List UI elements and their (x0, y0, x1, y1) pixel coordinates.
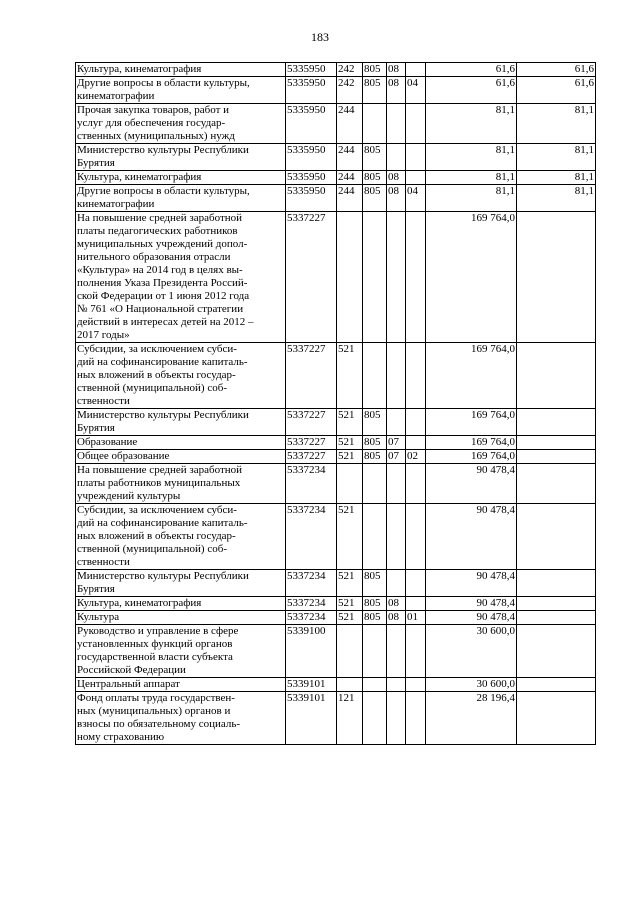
cell-subsection (406, 144, 426, 171)
cell-target-article: 5337234 (286, 597, 337, 611)
cell-name: Общее образование (76, 450, 286, 464)
table-row (76, 171, 596, 185)
cell-expense-type: 521 (337, 570, 363, 597)
cell-amount-1: 90 478,4 (426, 570, 517, 597)
table-row (76, 450, 596, 464)
cell-name: Руководство и управление в сфере установленных функций органов государственной власти субъекта Российской Федерации (76, 625, 286, 678)
cell-subsection (406, 570, 426, 597)
cell-target-article: 5337234 (286, 504, 337, 570)
cell-amount-2 (517, 409, 596, 436)
cell-section: 08 (387, 611, 406, 625)
cell-target-article: 5339100 (286, 625, 337, 678)
cell-amount-1: 61,6 (426, 77, 517, 104)
cell-admin-code (363, 678, 387, 692)
cell-target-article: 5335950 (286, 185, 337, 212)
cell-expense-type: 244 (337, 171, 363, 185)
cell-admin-code: 805 (363, 597, 387, 611)
cell-expense-type (337, 678, 363, 692)
cell-admin-code: 805 (363, 63, 387, 77)
cell-amount-1: 169 764,0 (426, 409, 517, 436)
cell-amount-1: 169 764,0 (426, 212, 517, 343)
cell-expense-type (337, 464, 363, 504)
cell-name: Другие вопросы в области культуры, кинематографии (76, 185, 286, 212)
cell-subsection (406, 63, 426, 77)
cell-amount-1: 30 600,0 (426, 678, 517, 692)
cell-expense-type: 521 (337, 597, 363, 611)
cell-expense-type: 521 (337, 409, 363, 436)
cell-expense-type: 244 (337, 104, 363, 144)
cell-expense-type: 244 (337, 185, 363, 212)
table-row (76, 343, 596, 409)
cell-amount-2 (517, 692, 596, 745)
cell-section (387, 343, 406, 409)
cell-target-article: 5335950 (286, 171, 337, 185)
cell-amount-1: 169 764,0 (426, 343, 517, 409)
table-row (76, 63, 596, 77)
cell-amount-2 (517, 504, 596, 570)
cell-amount-2 (517, 597, 596, 611)
cell-expense-type: 121 (337, 692, 363, 745)
cell-section (387, 464, 406, 504)
budget-table-body (76, 63, 596, 745)
cell-admin-code: 805 (363, 185, 387, 212)
cell-target-article: 5337227 (286, 436, 337, 450)
cell-section: 08 (387, 597, 406, 611)
cell-amount-1: 81,1 (426, 144, 517, 171)
cell-amount-2 (517, 570, 596, 597)
table-row (76, 212, 596, 343)
cell-expense-type: 242 (337, 63, 363, 77)
cell-expense-type: 242 (337, 77, 363, 104)
cell-amount-2 (517, 678, 596, 692)
table-row (76, 625, 596, 678)
cell-amount-2 (517, 212, 596, 343)
cell-admin-code (363, 104, 387, 144)
cell-subsection: 01 (406, 611, 426, 625)
cell-subsection (406, 678, 426, 692)
cell-target-article: 5335950 (286, 144, 337, 171)
cell-admin-code: 805 (363, 77, 387, 104)
table-row (76, 678, 596, 692)
cell-target-article: 5337234 (286, 570, 337, 597)
cell-expense-type: 521 (337, 611, 363, 625)
table-row (76, 104, 596, 144)
cell-amount-2 (517, 343, 596, 409)
table-row (76, 409, 596, 436)
cell-amount-1: 30 600,0 (426, 625, 517, 678)
cell-name: Образование (76, 436, 286, 450)
table-row (76, 144, 596, 171)
table-row (76, 185, 596, 212)
cell-name: Прочая закупка товаров, работ и услуг для обеспечения государ- ственных (муниципальных) нужд (76, 104, 286, 144)
cell-amount-1: 81,1 (426, 171, 517, 185)
cell-name: На повышение средней заработной платы педагогических работников муниципальных учреждений допол- нительного образования отрасли «Культура» на 2014 год в целях вы- полнения Указа Президента Россий- ской Федерации от 1 июня 2012 года № 761 «О Национальной стратегии действий в интересах детей на 2012 – 2017 годы» (76, 212, 286, 343)
cell-expense-type (337, 212, 363, 343)
cell-amount-2 (517, 611, 596, 625)
cell-target-article: 5335950 (286, 63, 337, 77)
table-row (76, 692, 596, 745)
cell-name: Центральный аппарат (76, 678, 286, 692)
cell-amount-1: 61,6 (426, 63, 517, 77)
cell-expense-type: 521 (337, 343, 363, 409)
cell-amount-2 (517, 436, 596, 450)
cell-amount-2: 61,6 (517, 63, 596, 77)
cell-amount-1: 169 764,0 (426, 436, 517, 450)
cell-name: Министерство культуры Республики Бурятия (76, 144, 286, 171)
cell-admin-code: 805 (363, 450, 387, 464)
cell-amount-2: 81,1 (517, 104, 596, 144)
cell-admin-code: 805 (363, 570, 387, 597)
page-number: 183 (311, 30, 329, 44)
cell-target-article: 5339101 (286, 678, 337, 692)
cell-amount-1: 169 764,0 (426, 450, 517, 464)
cell-name: Министерство культуры Республики Бурятия (76, 570, 286, 597)
cell-subsection (406, 625, 426, 678)
cell-name: Культура (76, 611, 286, 625)
cell-name: На повышение средней заработной платы работников муниципальных учреждений культуры (76, 464, 286, 504)
cell-amount-2: 81,1 (517, 171, 596, 185)
budget-table (75, 62, 596, 745)
cell-section (387, 504, 406, 570)
cell-subsection (406, 464, 426, 504)
cell-amount-1: 90 478,4 (426, 611, 517, 625)
cell-amount-1: 28 196,4 (426, 692, 517, 745)
cell-amount-2: 81,1 (517, 144, 596, 171)
cell-name: Культура, кинематография (76, 597, 286, 611)
cell-expense-type: 521 (337, 504, 363, 570)
cell-amount-2: 61,6 (517, 77, 596, 104)
cell-section: 07 (387, 436, 406, 450)
cell-amount-1: 90 478,4 (426, 597, 517, 611)
cell-section (387, 692, 406, 745)
table-row (76, 611, 596, 625)
cell-target-article: 5335950 (286, 104, 337, 144)
cell-name: Министерство культуры Республики Бурятия (76, 409, 286, 436)
table-row (76, 597, 596, 611)
cell-name: Фонд оплаты труда государствен- ных (муниципальных) органов и взносы по обязательному социаль- ному страхованию (76, 692, 286, 745)
cell-target-article: 5337234 (286, 464, 337, 504)
cell-admin-code (363, 692, 387, 745)
cell-subsection (406, 409, 426, 436)
cell-name: Культура, кинематография (76, 63, 286, 77)
cell-amount-1: 81,1 (426, 185, 517, 212)
cell-section: 08 (387, 185, 406, 212)
table-row (76, 464, 596, 504)
cell-section: 08 (387, 171, 406, 185)
cell-target-article: 5337234 (286, 611, 337, 625)
cell-admin-code: 805 (363, 409, 387, 436)
cell-admin-code (363, 504, 387, 570)
cell-expense-type: 521 (337, 450, 363, 464)
table-row (76, 504, 596, 570)
cell-amount-2: 81,1 (517, 185, 596, 212)
cell-subsection (406, 104, 426, 144)
cell-admin-code: 805 (363, 436, 387, 450)
cell-section (387, 104, 406, 144)
cell-section (387, 625, 406, 678)
cell-admin-code: 805 (363, 144, 387, 171)
table-row (76, 436, 596, 450)
cell-expense-type (337, 625, 363, 678)
cell-section: 08 (387, 77, 406, 104)
cell-amount-1: 81,1 (426, 104, 517, 144)
cell-admin-code (363, 212, 387, 343)
cell-target-article: 5337227 (286, 212, 337, 343)
cell-section (387, 570, 406, 597)
cell-name: Субсидии, за исключением субси- дий на софинансирование капиталь- ных вложений в объекты государ- ственной (муниципальной) соб- ственности (76, 504, 286, 570)
cell-name: Культура, кинематография (76, 171, 286, 185)
cell-section: 07 (387, 450, 406, 464)
cell-expense-type: 244 (337, 144, 363, 171)
cell-subsection (406, 504, 426, 570)
cell-name: Другие вопросы в области культуры, кинематографии (76, 77, 286, 104)
cell-target-article: 5337227 (286, 409, 337, 436)
cell-target-article: 5337227 (286, 450, 337, 464)
cell-admin-code: 805 (363, 171, 387, 185)
cell-target-article: 5335950 (286, 77, 337, 104)
cell-amount-2 (517, 450, 596, 464)
cell-section (387, 144, 406, 171)
cell-admin-code: 805 (363, 611, 387, 625)
table-row (76, 570, 596, 597)
cell-subsection (406, 212, 426, 343)
cell-amount-2 (517, 464, 596, 504)
cell-admin-code (363, 343, 387, 409)
table-row (76, 77, 596, 104)
cell-subsection: 04 (406, 77, 426, 104)
cell-target-article: 5337227 (286, 343, 337, 409)
cell-section (387, 212, 406, 343)
cell-name: Субсидии, за исключением субси- дий на софинансирование капиталь- ных вложений в объекты государ- ственной (муниципальной) соб- ственности (76, 343, 286, 409)
cell-amount-1: 90 478,4 (426, 504, 517, 570)
cell-subsection: 02 (406, 450, 426, 464)
cell-target-article: 5339101 (286, 692, 337, 745)
cell-subsection (406, 436, 426, 450)
cell-subsection: 04 (406, 185, 426, 212)
cell-amount-1: 90 478,4 (426, 464, 517, 504)
cell-expense-type: 521 (337, 436, 363, 450)
cell-section (387, 409, 406, 436)
cell-admin-code (363, 625, 387, 678)
cell-amount-2 (517, 625, 596, 678)
cell-subsection (406, 343, 426, 409)
cell-subsection (406, 597, 426, 611)
cell-admin-code (363, 464, 387, 504)
cell-subsection (406, 171, 426, 185)
cell-section (387, 678, 406, 692)
cell-section: 08 (387, 63, 406, 77)
cell-subsection (406, 692, 426, 745)
